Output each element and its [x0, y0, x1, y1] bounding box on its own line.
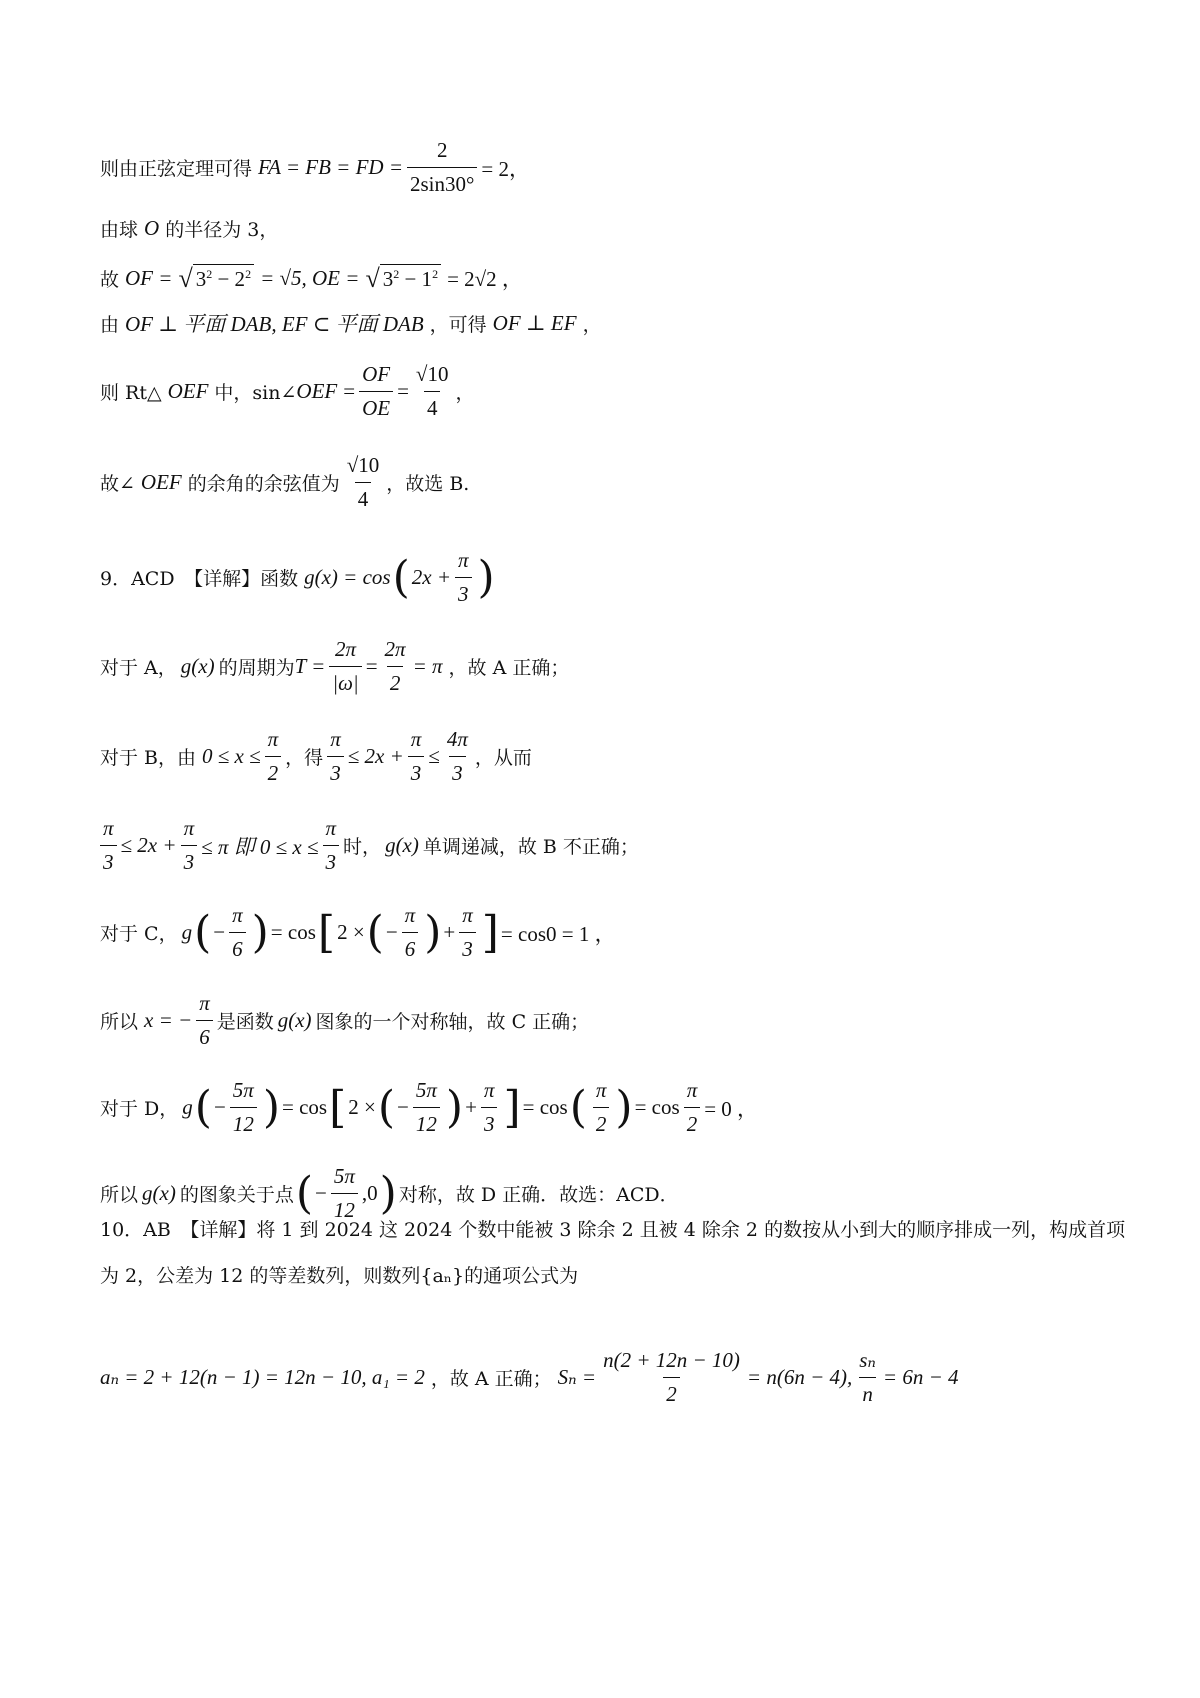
- math: O: [144, 216, 160, 240]
- line-option-d: 对于 D， g ( − $\frac{5\pi}{12}$ ) = cos [ 2 × ( − $\frac{5\pi}{12}$ ) + $\frac{\pi}{3}$ ] = cos ( $\frac{\pi}{2}$ ) = cos $\frac{\pi}{2}$ = 0 ，: [100, 1078, 759, 1136]
- fraction: $\frac{5\pi}{12}$: [413, 1078, 440, 1137]
- text: 的半径为 3，: [165, 219, 279, 241]
- text: ，可得: [429, 313, 487, 336]
- math: = π: [412, 654, 443, 678]
- line-sine-law: [100, 138, 1140, 197]
- fraction: $\frac{\pi}{3}$: [323, 816, 340, 875]
- math: =: [365, 654, 378, 678]
- math: Sₙ =: [557, 1365, 597, 1389]
- line-symmetry-point: 所以 g(x) 的图象关于点 ( − $\frac{5\pi}{12}$ ,0 ) 对称，故 D 正确．故选：ACD．: [100, 1164, 679, 1222]
- fraction: $\frac{√10}{4}$: [415, 362, 449, 420]
- text: 则 Rt△: [100, 382, 162, 404]
- fraction: $\frac{\pi}{3}$: [455, 548, 472, 607]
- math: FA = FB = FD =: [258, 155, 403, 179]
- text: 的周期为: [218, 657, 295, 679]
- fraction: $\frac{\pi}{3}$: [327, 727, 344, 786]
- text: 9．ACD 【详解】函数: [100, 568, 299, 590]
- math: = cos0 = 1 ，: [500, 921, 616, 946]
- math: ≤ π 即 0 ≤ x ≤: [201, 834, 319, 859]
- fraction: $\frac{5\pi}{12}$: [230, 1078, 257, 1137]
- fraction: $\frac{2\pi}{2}$: [384, 637, 406, 695]
- math: aₙ = 2 + 12(n − 1) = 12n − 10, a₁ = 2: [100, 1365, 425, 1389]
- math: = 0 ，: [704, 1096, 759, 1121]
- fraction: $\frac{4\pi}{3}$: [446, 727, 468, 785]
- sqrt: √ $3^2 - 2^2$: [178, 264, 254, 292]
- line-option-a: [100, 637, 1140, 696]
- math: = cos: [282, 1095, 328, 1119]
- math: 0 ≤ x ≤: [202, 744, 261, 768]
- line-of-oe: [100, 263, 1140, 293]
- math: ≤ 2x +: [347, 744, 404, 768]
- fraction: $\frac{\pi}{3}$: [408, 727, 425, 786]
- text: 是函数: [216, 1011, 274, 1033]
- math: = cos: [522, 1095, 568, 1119]
- fraction: $\frac{\pi}{3}$: [481, 1078, 498, 1137]
- fraction: $\frac{\pi}{6}$: [196, 991, 213, 1050]
- text: 对于 B，由: [100, 747, 197, 769]
- denominator: 2sin30°: [407, 167, 477, 197]
- text: 所以: [100, 1184, 139, 1206]
- math: 2x +: [411, 565, 451, 589]
- text: 中，sin∠: [214, 382, 297, 404]
- text: ，故选 B.: [386, 473, 470, 495]
- math: OEF: [140, 470, 182, 494]
- math: = n(6n − 4),: [746, 1365, 853, 1389]
- line-q9-header: 9．ACD 【详解】函数 g(x) = cos ( 2x + $\frac{\pi}{3}$ ): [100, 548, 495, 606]
- line-symmetry-axis: [100, 991, 1140, 1050]
- text: 故∠: [100, 473, 135, 495]
- text: 故: [100, 268, 120, 291]
- text: 对称，故 D 正确．故选：ACD．: [398, 1184, 679, 1206]
- text: 的图象关于点: [179, 1184, 294, 1206]
- line-an-sn: [100, 1348, 1140, 1407]
- math: =: [397, 379, 409, 403]
- fraction: $\frac{\pi}{2}$: [593, 1078, 610, 1137]
- math: OEF: [296, 379, 338, 403]
- fraction: $\frac{√10}{4}$: [346, 453, 380, 511]
- fraction: $\frac{\text{sₙ}}{n}$: [859, 1348, 876, 1406]
- fraction: $\frac{\pi}{2}$: [684, 1078, 701, 1137]
- math: = √5, OE =: [260, 265, 360, 290]
- fraction: $\frac{OF}{OE}$: [359, 362, 393, 421]
- fraction: $\frac{\pi}{6}$: [402, 903, 419, 962]
- paragraph-q10: [100, 1207, 1140, 1299]
- line-option-c: 对于 C， g ( − $\frac{\pi}{6}$ ) = cos [ 2 × ( − $\frac{\pi}{6}$ ) + $\frac{\pi}{3}$ ] = cos0 = 1 ，: [100, 903, 616, 961]
- math: OEF: [167, 379, 209, 403]
- text: 的余角的余弦值为: [187, 473, 340, 495]
- text: ，: [582, 313, 602, 336]
- text: ，得: [285, 747, 324, 769]
- line-sphere-radius: [100, 215, 1140, 242]
- fraction: [407, 138, 477, 197]
- math: ≤ 2x +: [120, 833, 177, 857]
- fraction: $\frac{\pi}{3}$: [459, 903, 476, 962]
- text: 对于 D，: [100, 1098, 179, 1120]
- line-cosine-result: [100, 453, 1140, 512]
- text: 图象的一个对称轴，故 C 正确；: [315, 1011, 590, 1033]
- text: 所以: [100, 1011, 139, 1033]
- line-perpendicular: [100, 308, 1140, 338]
- sqrt: √ $3^2 - 1^2$: [365, 264, 441, 292]
- text: 对于 A，: [100, 657, 177, 679]
- math: = 6n − 4: [882, 1365, 959, 1389]
- fraction: $\frac{\pi}{3}$: [181, 816, 198, 875]
- math: = cos: [634, 1095, 680, 1119]
- text: 单调递减，故 B 不正确；: [422, 836, 639, 858]
- math: =: [343, 379, 356, 403]
- text: ，: [455, 382, 475, 404]
- text: ，故 A 正确；: [430, 1368, 552, 1390]
- text: 由球: [100, 219, 139, 241]
- text: 由: [100, 313, 120, 336]
- text: ，从而: [474, 747, 532, 769]
- math: T =: [294, 654, 326, 678]
- fraction: $\frac{\pi}{6}$: [229, 903, 246, 962]
- math: OF ⊥ 平面 DAB, EF ⊂ 平面 DAB: [125, 312, 424, 336]
- line-option-b: [100, 727, 1140, 786]
- fraction: $\frac{\pi}{3}$: [100, 816, 117, 875]
- math: = cos: [270, 920, 316, 944]
- math: g: [182, 1095, 193, 1119]
- text: 对于 C，: [100, 923, 178, 945]
- math: = 2√2 ，: [447, 267, 523, 291]
- text: 则由正弦定理可得: [100, 158, 253, 180]
- fraction: $\frac{n(2 + 12n - 10)}{2}$: [603, 1348, 740, 1406]
- math: ≤: [428, 744, 440, 768]
- numerator: 2: [436, 138, 448, 162]
- line-sin-oef: [100, 362, 1140, 421]
- math: g(x): [277, 1008, 312, 1032]
- math: g(x): [180, 654, 215, 678]
- fraction: $\frac{\pi}{2}$: [265, 727, 282, 786]
- fraction: $\frac{2\pi}{|\omega|}$: [329, 637, 361, 696]
- math: g(x) = cos: [304, 565, 391, 589]
- text: 时，: [343, 836, 382, 858]
- math: OF ⊥ EF: [492, 310, 577, 335]
- fraction: $\frac{5\pi}{12}$: [331, 1164, 358, 1223]
- text: 10．AB 【详解】将 1 到 2024 这 2024 个数中能被 3 除余 2 且被 4 除余 2 的数按从小到大的顺序排成一列，构成首项为 2，公差为 12 的等差数列，则数列{aₙ}的通项公式为: [100, 1219, 1126, 1287]
- math: g(x): [385, 833, 419, 857]
- math: g(x): [142, 1181, 176, 1205]
- math: g: [181, 920, 193, 944]
- line-option-b-cont: [100, 816, 1140, 875]
- math: = 2，: [481, 156, 530, 181]
- math: x = −: [144, 1008, 193, 1032]
- math: OF =: [125, 265, 173, 290]
- text: ，故 A 正确；: [448, 657, 570, 679]
